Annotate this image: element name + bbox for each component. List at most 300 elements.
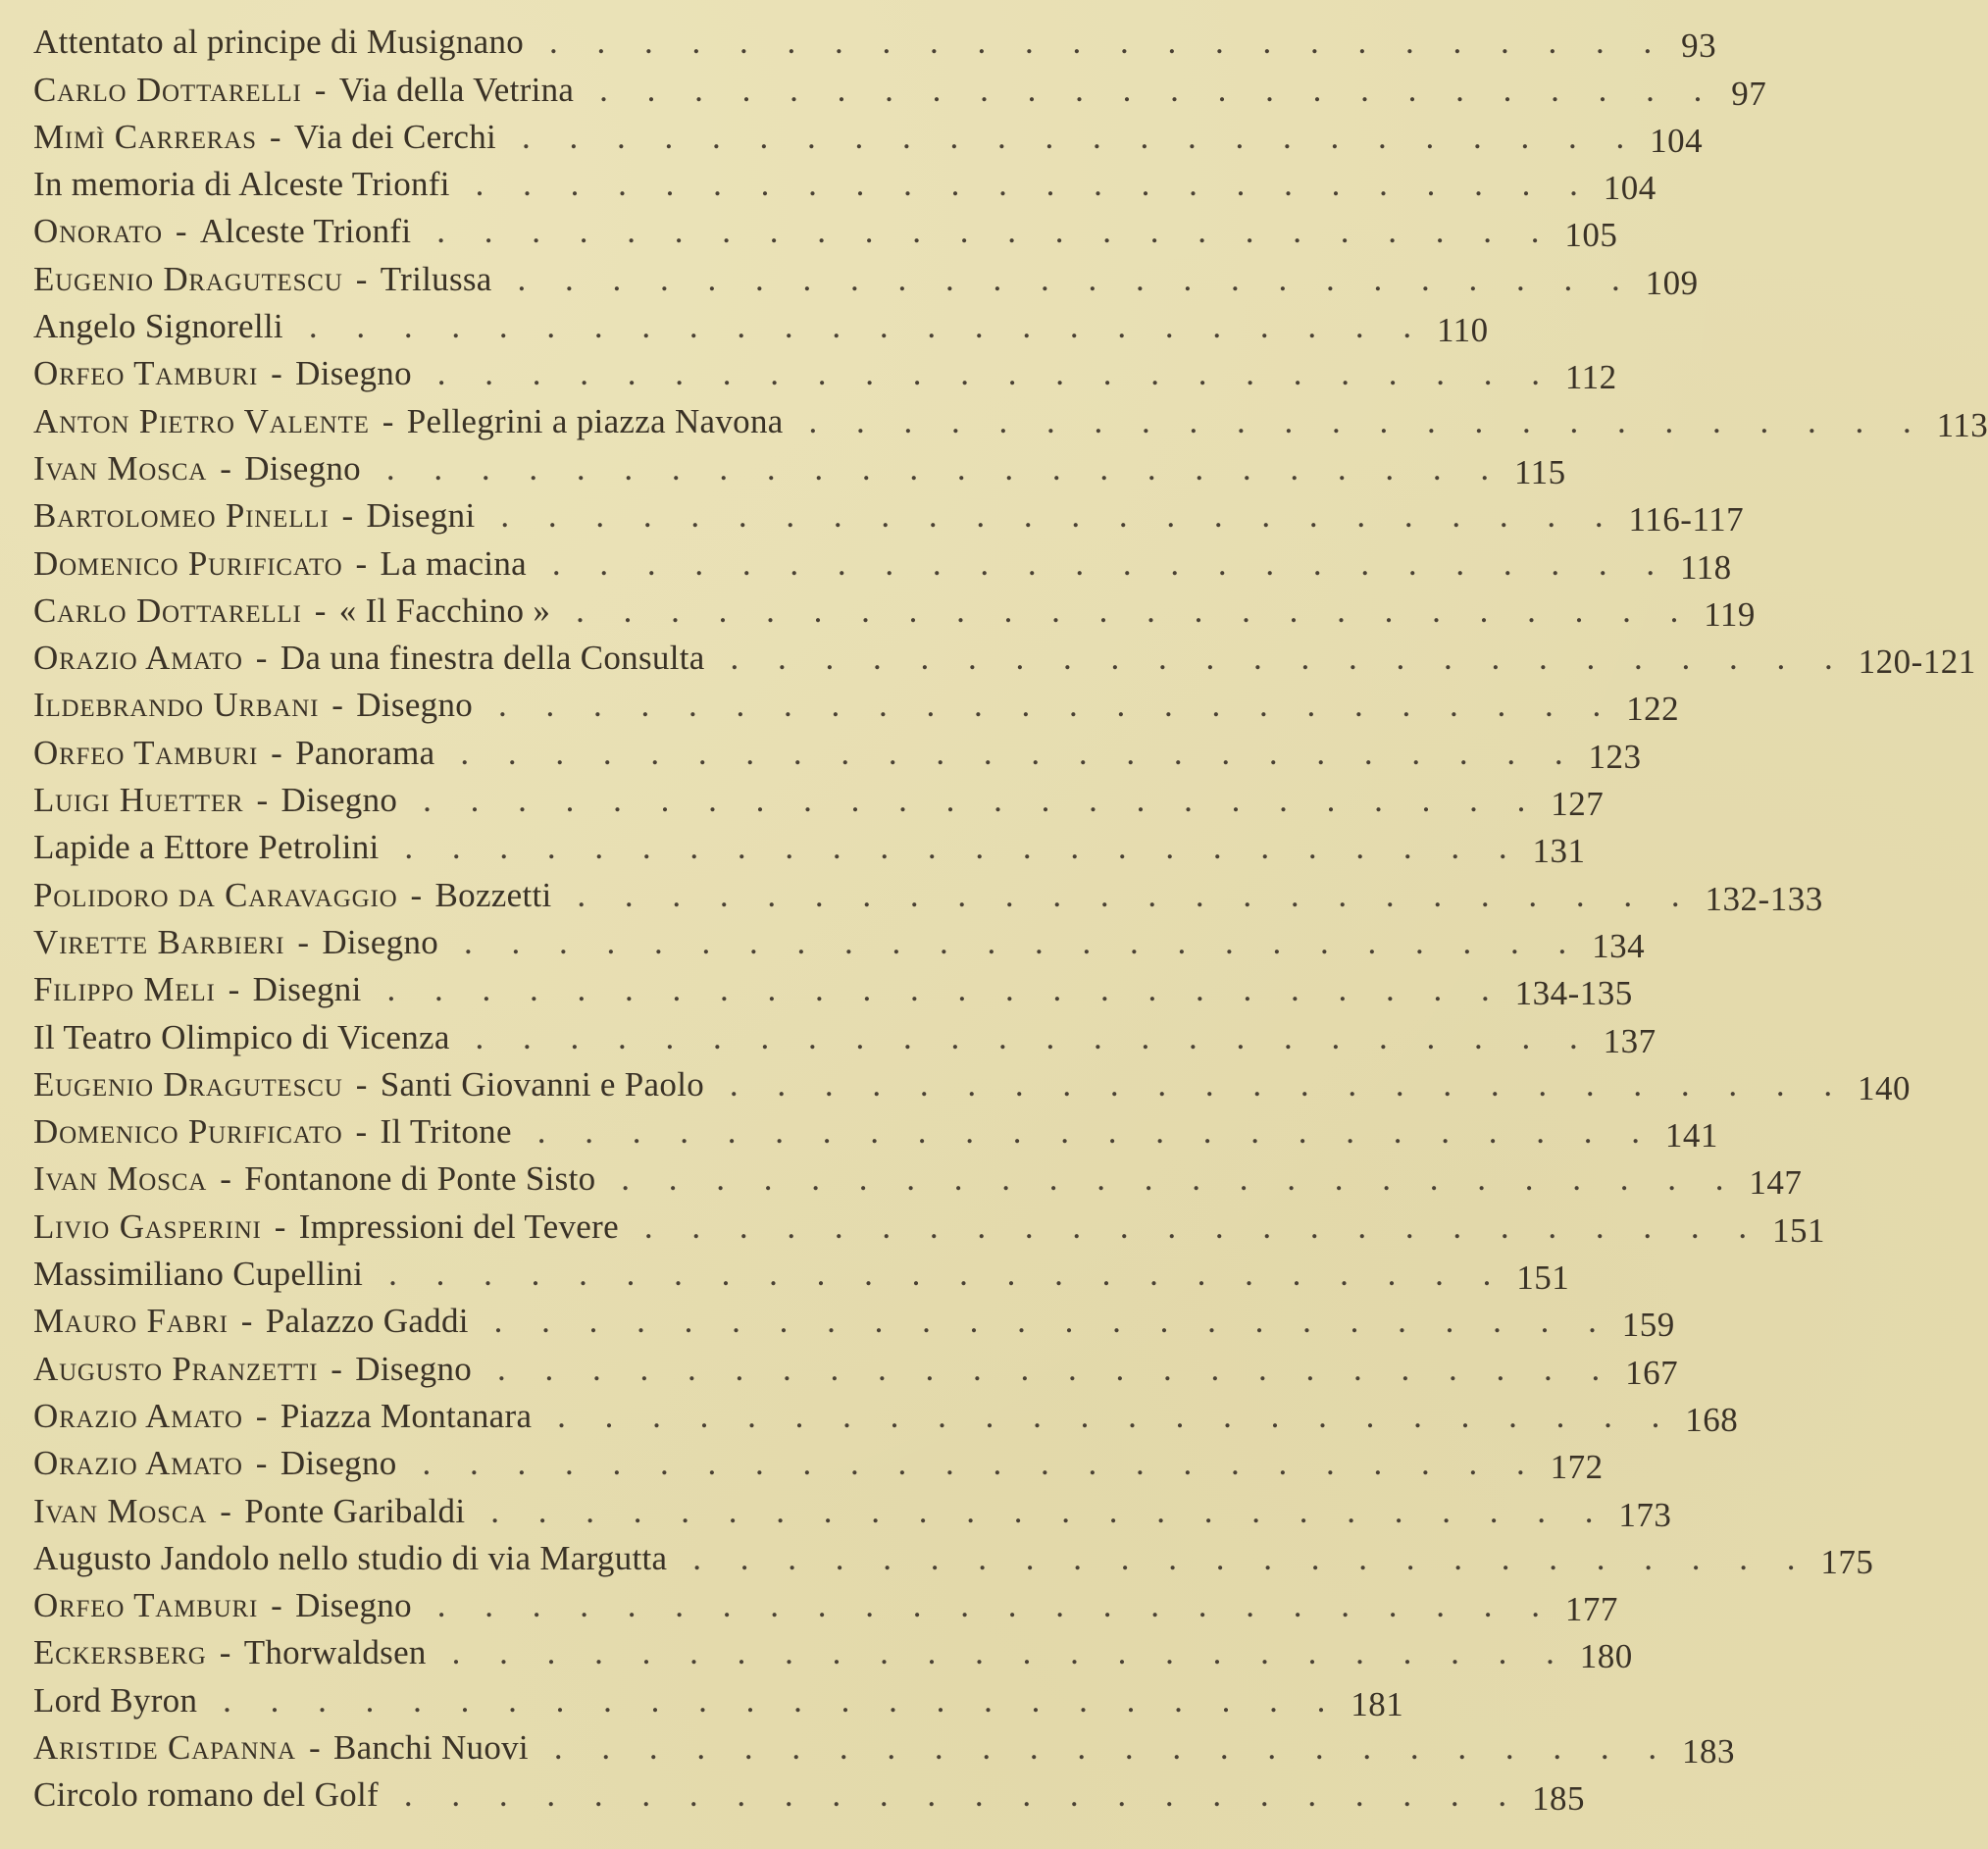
leader-dot: .	[1421, 259, 1430, 298]
toc-entry	[33, 254, 1699, 302]
dot-leader	[532, 1396, 1679, 1439]
leader-dot: .	[842, 1396, 851, 1435]
leader-dot: .	[1020, 1349, 1030, 1388]
leader-dot: .	[688, 307, 698, 346]
leader-dot: .	[1017, 1302, 1026, 1341]
leader-dot: .	[500, 496, 510, 536]
entry-separator: -	[211, 1491, 241, 1530]
entry-title: Trilussa	[380, 259, 492, 298]
entry-page-number: 109	[1645, 263, 1699, 302]
leader-dot: .	[1272, 922, 1282, 961]
leader-dot: .	[627, 212, 636, 251]
leader-dot: .	[1007, 354, 1017, 393]
entry-title: Bozzetti	[434, 875, 552, 914]
leader-dot: .	[906, 1159, 916, 1199]
entry-text	[33, 356, 412, 396]
leader-dot: .	[1122, 543, 1132, 583]
leader-dot: .	[870, 1112, 879, 1152]
leader-dot: .	[1592, 686, 1602, 725]
entry-title: Via della Vetrina	[338, 70, 575, 109]
leader-dot: .	[624, 875, 634, 914]
entry-author: Filippo Meli	[33, 970, 216, 1009]
leader-dot: .	[603, 1680, 612, 1720]
leader-dot: .	[763, 1159, 773, 1199]
leader-dot: .	[546, 828, 556, 867]
entry-author: Carlo Dottarelli	[33, 70, 302, 109]
entry-text	[33, 733, 435, 776]
entry-separator: -	[346, 543, 377, 583]
leader-dot: .	[1242, 448, 1251, 488]
entry-author: Domenico Purificato	[33, 543, 343, 583]
leader-dot: .	[1309, 23, 1319, 62]
leader-dot: .	[1144, 1159, 1153, 1199]
dot-leader	[473, 688, 1620, 728]
dot-leader	[574, 70, 1721, 113]
leader-dot: .	[270, 1680, 280, 1720]
leader-dot: .	[641, 828, 651, 867]
entry-text	[33, 1777, 379, 1818]
entry-separator: -	[262, 354, 292, 393]
leader-dot: .	[1305, 1349, 1315, 1388]
leader-dot: .	[530, 970, 538, 1009]
leader-dot: .	[785, 828, 794, 867]
leader-dot: .	[897, 1444, 907, 1483]
leader-dot: .	[1012, 1112, 1022, 1152]
leader-dot: .	[927, 828, 937, 867]
leader-dot: .	[1776, 639, 1786, 678]
entry-page-number: 97	[1731, 74, 1767, 113]
leader-dot: .	[1443, 639, 1453, 678]
leader-dot: .	[1051, 448, 1061, 488]
leader-dot: .	[1414, 922, 1424, 961]
leader-dot: .	[1455, 543, 1465, 583]
leader-dot: .	[727, 1112, 737, 1152]
entry-separator: -	[332, 496, 363, 536]
entry-page-number: 185	[1531, 1779, 1585, 1819]
leader-dot: .	[956, 448, 966, 488]
leader-dot: .	[1257, 1349, 1267, 1388]
entry-author: Ivan Mosca	[33, 448, 208, 488]
leader-dot: .	[824, 1064, 834, 1104]
leader-dot: .	[827, 1302, 836, 1341]
leader-dot: .	[1622, 591, 1631, 630]
entry-author: Domenico Purificato	[33, 1112, 343, 1152]
leader-dot: .	[1498, 1775, 1507, 1815]
leader-dot: .	[537, 1491, 547, 1530]
leader-dot: .	[957, 970, 967, 1009]
toc-entry	[33, 160, 1657, 208]
leader-dot: .	[1070, 1633, 1079, 1672]
leader-dot: .	[1270, 1396, 1280, 1435]
leader-dot: .	[1681, 639, 1691, 678]
entry-title: Fontanone di Ponte Sisto	[244, 1159, 596, 1199]
leader-dot: .	[817, 212, 826, 251]
entry-page-number: 127	[1551, 785, 1605, 824]
leader-dot: .	[1034, 922, 1044, 961]
leader-dot: .	[1346, 1112, 1354, 1152]
leader-dot: .	[1051, 591, 1060, 630]
leader-dot: .	[1122, 70, 1132, 109]
toc-entry	[33, 1107, 1718, 1156]
dot-leader	[527, 543, 1674, 587]
leader-dot: .	[949, 117, 959, 156]
leader-dot: .	[460, 1680, 470, 1720]
leader-dot: .	[1379, 1017, 1388, 1056]
leader-dot: .	[1268, 733, 1278, 772]
leader-dot: .	[1595, 1207, 1605, 1246]
leader-dot: .	[1429, 1159, 1439, 1199]
leader-dot: .	[932, 70, 942, 109]
leader-dot: .	[1598, 70, 1607, 109]
leader-dot: .	[688, 686, 697, 725]
leader-dot: .	[1258, 686, 1268, 725]
leader-dot: .	[484, 212, 493, 251]
leader-dot: .	[802, 1444, 812, 1483]
leader-dot: .	[1150, 354, 1160, 393]
leader-dot: .	[1493, 1302, 1502, 1341]
leader-dot: .	[1350, 1302, 1359, 1341]
leader-dot: .	[557, 1396, 566, 1435]
leader-dot: .	[1101, 1255, 1111, 1294]
leader-dot: .	[927, 1775, 937, 1815]
entry-author: Eckersberg	[33, 1633, 207, 1672]
leader-dot: .	[694, 543, 704, 583]
leader-dot: .	[1362, 1727, 1372, 1767]
toc-entry	[33, 1392, 1739, 1439]
leader-dot: .	[1099, 448, 1109, 488]
leader-dot: .	[1147, 875, 1157, 914]
leader-dot: .	[403, 307, 413, 346]
leader-dot: .	[1184, 781, 1193, 820]
leader-dot: .	[668, 1159, 678, 1199]
toc-entry	[33, 681, 1680, 729]
leader-dot: .	[1452, 496, 1461, 536]
leader-dot: .	[982, 1727, 992, 1767]
leader-dot: .	[776, 1491, 785, 1530]
leader-dot: .	[436, 212, 445, 251]
leader-dot: .	[974, 307, 984, 346]
leader-dot: .	[808, 1017, 817, 1056]
leader-dot: .	[580, 1586, 589, 1625]
toc-entry	[33, 1581, 1618, 1629]
entry-separator: -	[231, 1302, 262, 1341]
entry-author: Orazio Amato	[33, 1444, 243, 1483]
leader-dot: .	[779, 1302, 789, 1341]
leader-dot: .	[1504, 1727, 1514, 1767]
leader-dot: .	[639, 1349, 649, 1388]
leader-dot: .	[1403, 496, 1413, 536]
entry-text	[33, 922, 439, 965]
toc-entry	[33, 18, 1717, 66]
leader-dot: .	[701, 922, 711, 961]
entry-page-number: 151	[1771, 1210, 1825, 1250]
entry-title: Disegno	[356, 686, 474, 725]
leader-dot: .	[1509, 922, 1519, 961]
leader-dot: .	[832, 1775, 841, 1815]
leader-dot: .	[1031, 733, 1041, 772]
entry-page-number: 115	[1513, 452, 1566, 491]
leader-dot: .	[832, 1633, 841, 1672]
leader-dot: .	[1331, 165, 1341, 204]
leader-dot: .	[1432, 448, 1442, 488]
leader-dot: .	[975, 828, 985, 867]
leader-dot: .	[1027, 543, 1037, 583]
leader-dot: .	[1388, 1586, 1398, 1625]
leader-dot: .	[1004, 448, 1014, 488]
leader-dot: .	[1164, 307, 1174, 346]
leader-dot: .	[748, 922, 758, 961]
leader-dot: .	[745, 733, 755, 772]
leader-dot: .	[1128, 1396, 1137, 1435]
leader-dot: .	[1449, 686, 1458, 725]
leader-dot: .	[1377, 117, 1387, 156]
leader-dot: .	[1092, 117, 1101, 156]
leader-dot: .	[451, 1775, 461, 1815]
leader-dot: .	[423, 781, 432, 820]
leader-dot: .	[1262, 23, 1272, 62]
leader-dot: .	[1365, 1396, 1375, 1435]
leader-dot: .	[1088, 1444, 1097, 1483]
entry-text	[33, 1209, 619, 1250]
leader-dot: .	[1426, 165, 1436, 204]
entry-author: Orazio Amato	[33, 1396, 243, 1435]
leader-dot: .	[1496, 1349, 1505, 1388]
leader-dot: .	[646, 70, 656, 109]
leader-dot: .	[1355, 828, 1365, 867]
leader-dot: .	[1278, 1444, 1288, 1483]
entry-separator: -	[260, 117, 290, 156]
leader-dot: .	[1404, 1207, 1414, 1246]
leader-dot: .	[671, 448, 681, 488]
entry-title: Circolo romano del Golf	[33, 1775, 379, 1815]
leader-dot: .	[967, 1064, 977, 1104]
leader-dot: .	[1537, 1491, 1546, 1530]
leader-dot: .	[1355, 1633, 1364, 1672]
leader-dot: .	[1312, 70, 1322, 109]
leader-dot: .	[1157, 1064, 1167, 1104]
leader-dot: .	[626, 1255, 636, 1294]
leader-dot: .	[625, 970, 634, 1009]
leader-dot: .	[998, 165, 1007, 204]
leader-dot: .	[1591, 1349, 1601, 1388]
entry-separator: -	[211, 448, 241, 488]
leader-dot: .	[822, 1112, 832, 1152]
entry-author: Orazio Amato	[33, 639, 243, 678]
leader-dot: .	[1141, 165, 1150, 204]
leader-dot: .	[1445, 1302, 1454, 1341]
leader-dot: .	[1004, 875, 1014, 914]
toc-entry	[33, 1202, 1825, 1250]
entry-title: Impressioni del Tevere	[298, 1207, 619, 1246]
leader-dot: .	[1183, 1444, 1193, 1483]
leader-dot: .	[966, 1491, 975, 1530]
leader-dot: .	[499, 828, 509, 867]
leader-dot: .	[878, 686, 888, 725]
leader-dot: .	[945, 781, 955, 820]
leader-dot: .	[698, 1680, 707, 1720]
leader-dot: .	[594, 828, 604, 867]
leader-dot: .	[985, 1396, 994, 1435]
leader-dot: .	[737, 1775, 746, 1815]
entry-text	[33, 1491, 466, 1534]
leader-dot: .	[1354, 307, 1364, 346]
leader-dot: .	[1457, 1727, 1467, 1767]
leader-dot: .	[1245, 1255, 1253, 1294]
leader-dot: .	[741, 543, 751, 583]
leader-dot: .	[675, 354, 685, 393]
leader-dot: .	[1079, 1680, 1088, 1720]
leader-dot: .	[546, 1775, 556, 1815]
leader-dot: .	[498, 1775, 508, 1815]
entry-page-number: 137	[1603, 1021, 1657, 1060]
entry-title: Disegno	[355, 1349, 473, 1388]
leader-dot: .	[722, 1586, 732, 1625]
leader-dot: .	[1574, 591, 1584, 630]
leader-dot: .	[1312, 543, 1322, 583]
leader-dot: .	[1260, 1633, 1269, 1672]
leader-dot: .	[1354, 1775, 1364, 1815]
leader-dot: .	[1166, 496, 1176, 536]
leader-dot: .	[1246, 354, 1255, 393]
entry-text	[33, 70, 575, 113]
leader-dot: .	[1202, 1112, 1212, 1152]
leader-dot: .	[697, 733, 707, 772]
leader-dot: .	[831, 686, 841, 725]
leader-dot: .	[660, 781, 670, 820]
leader-dot: .	[1728, 1064, 1738, 1104]
dot-leader	[552, 875, 1700, 918]
entry-text	[33, 1161, 595, 1202]
leader-dot: .	[1491, 639, 1501, 678]
leader-dot: .	[777, 639, 787, 678]
leader-dot: .	[707, 1444, 717, 1483]
leader-dot: .	[1235, 117, 1245, 156]
entry-page-number: 168	[1685, 1400, 1739, 1439]
leader-dot: .	[1567, 117, 1577, 156]
leader-dot: .	[1490, 1064, 1500, 1104]
leader-dot: .	[1269, 1680, 1278, 1720]
dot-leader	[469, 1304, 1616, 1344]
leader-dot: .	[1385, 875, 1395, 914]
leader-dot: .	[775, 1112, 784, 1152]
leader-dot: .	[1210, 1349, 1220, 1388]
leader-dot: .	[834, 23, 843, 62]
leader-dot: .	[1520, 117, 1530, 156]
leader-dot: .	[493, 1302, 503, 1341]
leader-dot: .	[484, 354, 494, 393]
leader-dot: .	[435, 1255, 445, 1294]
leader-dot: .	[977, 23, 987, 62]
leader-dot: .	[1001, 1159, 1011, 1199]
leader-dot: .	[975, 1633, 984, 1672]
leader-dot: .	[541, 1302, 550, 1341]
leader-dot: .	[1521, 165, 1531, 204]
leader-dot: .	[969, 1302, 979, 1341]
entry-title: Lapide a Ettore Petrolini	[33, 828, 380, 867]
leader-dot: .	[735, 1349, 744, 1388]
leader-dot: .	[536, 1112, 546, 1152]
leader-dot: .	[643, 1207, 653, 1246]
leader-dot: .	[1098, 591, 1108, 630]
leader-dot: .	[499, 1633, 508, 1672]
leader-dot: .	[1189, 401, 1198, 440]
leader-dot: .	[1265, 543, 1275, 583]
leader-dot: .	[1197, 1255, 1206, 1294]
leader-dot: .	[889, 1680, 897, 1720]
leader-dot: .	[1207, 1302, 1216, 1341]
leader-dot: .	[737, 1633, 746, 1672]
leader-dot: .	[1242, 591, 1250, 630]
dot-leader	[472, 1349, 1619, 1392]
leader-dot: .	[965, 1112, 974, 1152]
leader-dot: .	[1250, 1112, 1259, 1152]
toc-entry	[33, 1060, 1912, 1107]
leader-dot: .	[760, 1017, 770, 1056]
leader-dot: .	[808, 401, 818, 440]
leader-dot: .	[1664, 401, 1674, 440]
leader-dot: .	[616, 117, 626, 156]
leader-dot: .	[980, 70, 989, 109]
entry-separator: -	[211, 1159, 241, 1199]
leader-dot: .	[1477, 1159, 1487, 1199]
leader-dot: .	[739, 23, 748, 62]
leader-dot: .	[1165, 828, 1175, 867]
entry-separator: -	[247, 781, 278, 820]
leader-dot: .	[1192, 1159, 1201, 1199]
leader-dot: .	[1306, 686, 1316, 725]
leader-dot: .	[885, 70, 893, 109]
leader-dot: .	[1544, 686, 1554, 725]
leader-dot: .	[1078, 733, 1088, 772]
leader-dot: .	[1405, 1538, 1415, 1577]
dot-leader	[524, 25, 1671, 65]
leader-dot: .	[565, 781, 575, 820]
leader-dot: .	[650, 1680, 660, 1720]
leader-dot: .	[972, 1349, 982, 1388]
leader-dot: .	[689, 1633, 698, 1672]
leader-dot: .	[1432, 591, 1441, 630]
leader-dot: .	[404, 828, 414, 867]
leader-dot: .	[1554, 733, 1563, 772]
leader-dot: .	[1120, 1538, 1130, 1577]
leader-dot: .	[730, 639, 739, 678]
leader-dot: .	[1363, 733, 1373, 772]
leader-dot: .	[1670, 875, 1680, 914]
leader-dot: .	[1062, 1064, 1072, 1104]
entry-title: Lord Byron	[33, 1680, 198, 1720]
leader-dot: .	[1586, 639, 1596, 678]
leader-dot: .	[1165, 1633, 1174, 1672]
leader-dot: .	[612, 259, 622, 298]
toc-entry	[33, 396, 1988, 444]
leader-dot: .	[1015, 639, 1025, 678]
entry-page-number: 113	[1936, 405, 1988, 444]
leader-dot: .	[1168, 1538, 1178, 1577]
leader-dot: .	[777, 1064, 787, 1104]
leader-dot: .	[1436, 1586, 1446, 1625]
toc-entry	[33, 965, 1633, 1013]
leader-dot: .	[950, 401, 960, 440]
leader-dot: .	[580, 354, 589, 393]
leader-dot: .	[1585, 1064, 1595, 1104]
leader-dot: .	[996, 117, 1006, 156]
leader-dot: .	[737, 307, 746, 346]
toc-entry	[33, 491, 1745, 539]
leader-dot: .	[481, 448, 490, 488]
entry-title: Pellegrini a piazza Navona	[406, 401, 784, 440]
leader-dot: .	[882, 23, 892, 62]
entry-page-number: 120-121	[1858, 642, 1976, 682]
